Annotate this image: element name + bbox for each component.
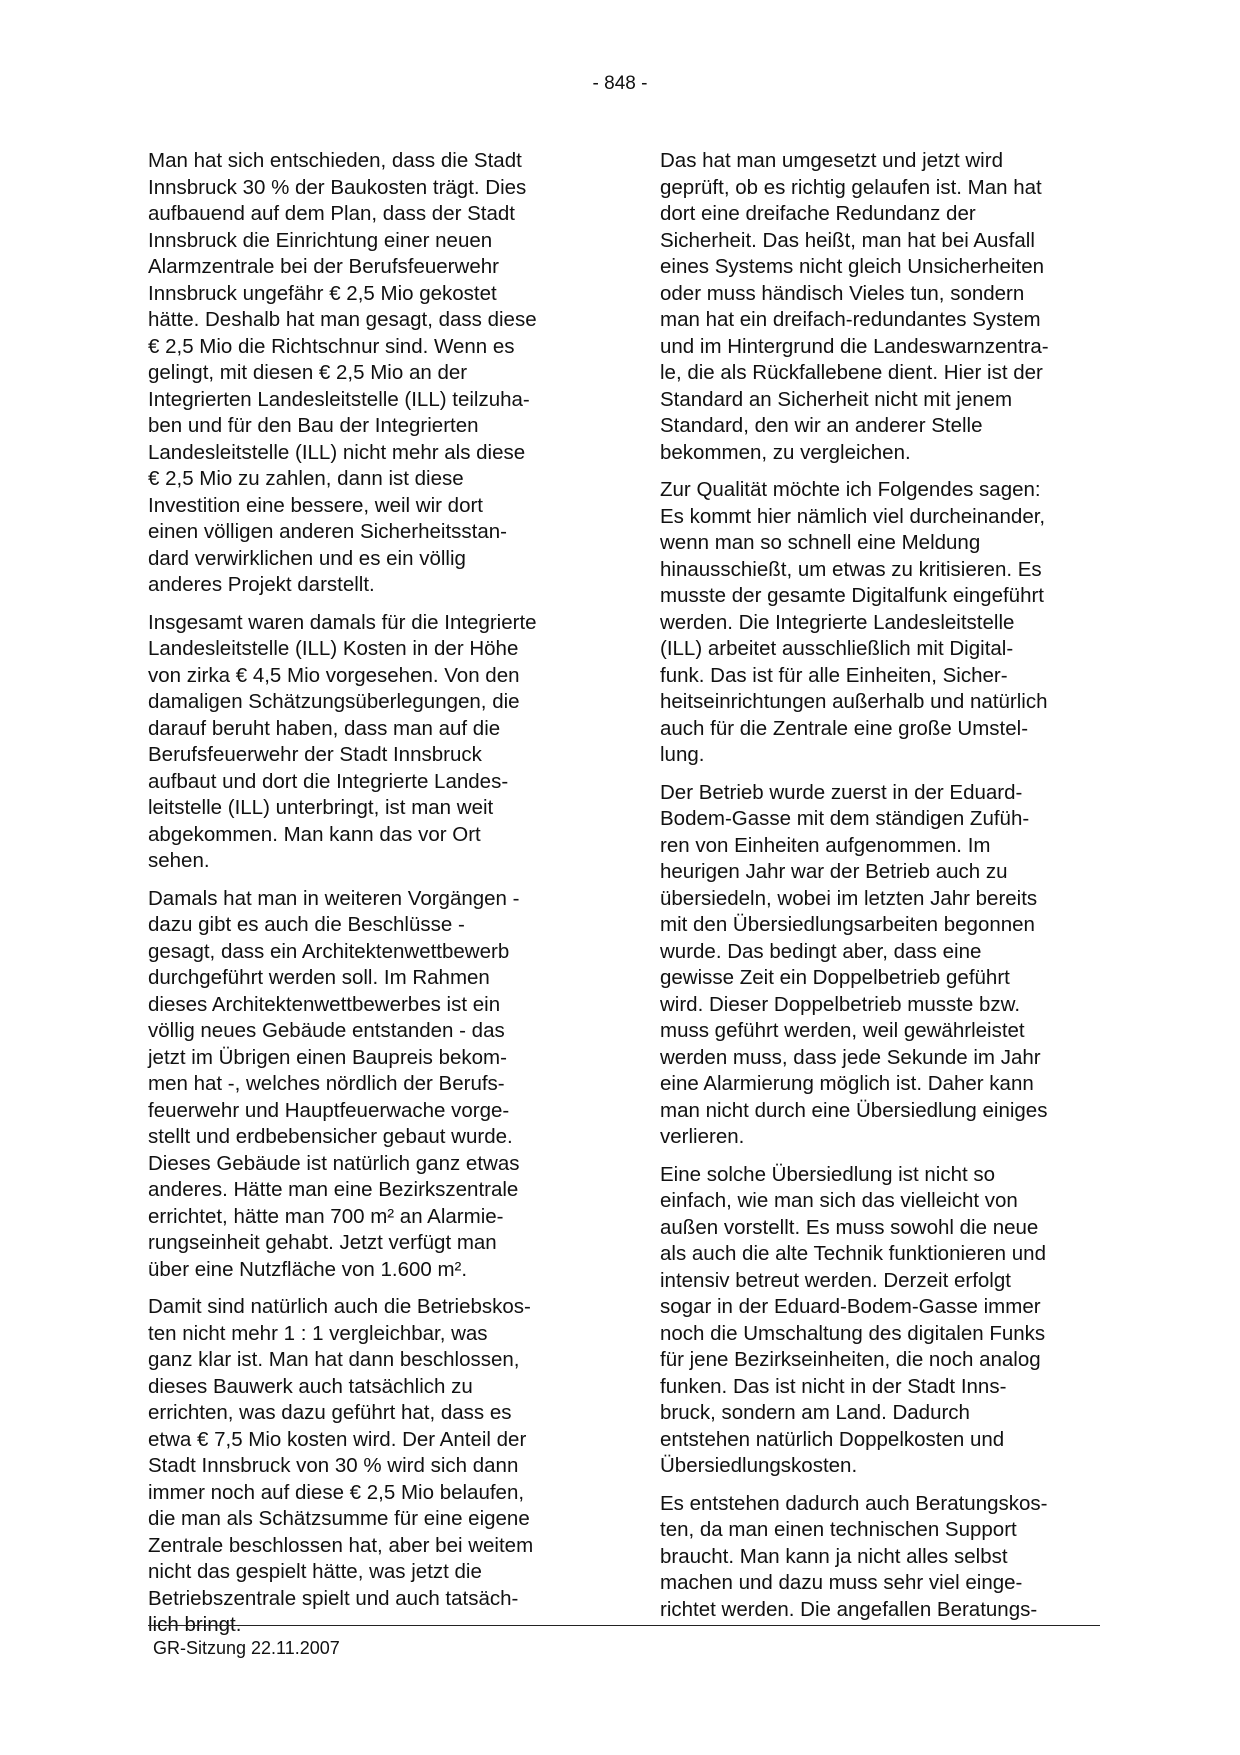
text-line: Investition eine bessere, weil wir dort — [148, 493, 483, 517]
text-line: rungseinheit gehabt. Jetzt verfügt man — [148, 1231, 497, 1254]
text-line: ten, da man einen technischen Support — [660, 1518, 1017, 1541]
text-line: wurde. Das bedingt aber, dass eine — [660, 939, 982, 963]
text-line: man hat ein dreifach-redundantes System — [660, 308, 1041, 331]
text-line: oder muss händisch Vieles tun, sondern — [660, 281, 1025, 305]
text-line: Dieses Gebäude ist natürlich ganz etwas — [148, 1151, 520, 1175]
text-line: gelingt, mit diesen € 2,5 Mio an der — [148, 361, 468, 384]
text-line: dieses Architektenwettbewerbes ist ein — [148, 992, 501, 1016]
text-line: man nicht durch eine Übersiedlung einiges — [660, 1098, 1048, 1122]
text-line: sogar in der Eduard-Bodem-Gasse immer — [660, 1295, 1041, 1318]
text-line: Es entstehen dadurch auch Beratungskos- — [660, 1491, 1048, 1515]
text-line: anderes Projekt darstellt. — [148, 573, 375, 596]
text-line: damaligen Schätzungsüberlegungen, die — [148, 690, 520, 713]
text-line: wird. Dieser Doppelbetrieb musste bzw. — [660, 992, 1021, 1016]
text-line: werden. Die Integrierte Landesleitstelle — [660, 610, 1015, 634]
paragraph — [660, 1491, 1100, 1624]
text-line: als auch die alte Technik funktionieren und — [660, 1242, 1046, 1265]
text-line: etwa € 7,5 Mio kosten wird. Der Anteil der — [148, 1427, 527, 1451]
text-line: lich bringt. — [148, 1613, 242, 1636]
text-line: musste der gesamte Digitalfunk eingeführt — [660, 584, 1045, 607]
text-line: ten nicht mehr 1 : 1 vergleichbar, was — [148, 1321, 488, 1345]
text-line: Der Betrieb wurde zuerst in der Eduard- — [660, 780, 1023, 804]
text-line: dard verwirklichen und es ein völlig — [148, 546, 466, 570]
text-line: Sicherheit. Das heißt, man hat bei Ausfall — [660, 228, 1035, 252]
text-line: von zirka € 4,5 Mio vorgesehen. Von den — [148, 663, 520, 687]
text-line: leitstelle (ILL) unterbringt, ist man weit — [148, 796, 494, 819]
text-line: und im Hintergrund die Landeswarnzentra- — [660, 334, 1049, 358]
text-line: mit den Übersiedlungsarbeiten begonnen — [660, 913, 1035, 936]
text-line: aufbauend auf dem Plan, dass der Stadt — [148, 202, 515, 225]
text-line: muss geführt werden, weil gewährleistet — [660, 1019, 1025, 1042]
text-line: eine Alarmierung möglich ist. Daher kann — [660, 1072, 1034, 1095]
text-line: Eine solche Übersiedlung ist nicht so — [660, 1162, 996, 1186]
text-line: Zentrale beschlossen hat, aber bei weitem — [148, 1533, 534, 1557]
text-line: völlig neues Gebäude entstanden - das — [148, 1019, 505, 1042]
text-line: hätte. Deshalb hat man gesagt, dass diese — [148, 308, 537, 331]
text-line: Standard an Sicherheit nicht mit jenem — [660, 387, 1013, 411]
text-line: für jene Bezirkseinheiten, die noch analog — [660, 1348, 1041, 1371]
text-line: Übersiedlungskosten. — [660, 1454, 858, 1477]
text-line: sehen. — [148, 849, 210, 872]
text-line: ganz klar ist. Man hat dann beschlossen, — [148, 1348, 520, 1371]
text-line: machen und dazu muss sehr viel einge- — [660, 1571, 1023, 1594]
text-line: Standard, den wir an anderer Stelle — [660, 414, 983, 437]
text-line: Alarmzentrale bei der Berufsfeuerwehr — [148, 255, 499, 278]
paragraph — [148, 148, 588, 599]
text-line: außen vorstellt. Es muss sowohl die neue — [660, 1215, 1039, 1239]
text-line: Es kommt hier nämlich viel durcheinander, — [660, 504, 1046, 528]
text-line: Stadt Innsbruck von 30 % wird sich dann — [148, 1454, 519, 1477]
text-line: dieses Bauwerk auch tatsächlich zu — [148, 1374, 473, 1398]
paragraph — [660, 477, 1100, 769]
text-line: Landesleitstelle (ILL) Kosten in der Höhe — [148, 637, 519, 660]
text-line: Landesleitstelle (ILL) nicht mehr als diese — [148, 440, 526, 464]
text-line: immer noch auf diese € 2,5 Mio belaufen, — [148, 1480, 525, 1504]
text-line: Betriebszentrale spielt und auch tatsäch- — [148, 1586, 519, 1610]
text-line: werden muss, dass jede Sekunde im Jahr — [660, 1045, 1041, 1069]
text-line: bekommen, zu vergleichen. — [660, 440, 911, 464]
text-line: dazu gibt es auch die Beschlüsse - — [148, 913, 465, 936]
text-line: Innsbruck die Einrichtung einer neuen — [148, 228, 493, 252]
text-line: intensiv betreut werden. Derzeit erfolgt — [660, 1268, 1011, 1292]
right-column — [660, 148, 1100, 1634]
text-line: € 2,5 Mio zu zahlen, dann ist diese — [148, 467, 464, 490]
text-line: einen völligen anderen Sicherheitsstan- — [148, 520, 507, 543]
text-line: Damit sind natürlich auch die Betriebskos- — [148, 1295, 531, 1318]
paragraph — [148, 1294, 588, 1639]
text-line: entstehen natürlich Doppelkosten und — [660, 1427, 1005, 1451]
footer-session-date: GR-Sitzung 22.11.2007 — [153, 1638, 340, 1658]
paragraph — [660, 780, 1100, 1151]
paragraph — [660, 1162, 1100, 1480]
text-line: wenn man so schnell eine Meldung — [660, 531, 981, 554]
text-line: Integrierten Landesleitstelle (ILL) teilzuha- — [148, 387, 530, 411]
text-line: Zur Qualität möchte ich Folgendes sagen: — [660, 478, 1041, 501]
text-line: übersiedeln, wobei im letzten Jahr bereits — [660, 886, 1038, 910]
text-line: ben und für den Bau der Integrierten — [148, 414, 479, 437]
text-line: Innsbruck 30 % der Baukosten trägt. Dies — [148, 175, 527, 199]
text-line: funken. Das ist nicht in der Stadt Inns- — [660, 1374, 1007, 1398]
paragraph — [148, 610, 588, 875]
text-line: einfach, wie man sich das vielleicht von — [660, 1189, 1018, 1212]
text-line: nicht das gespielt hätte, was jetzt die — [148, 1560, 482, 1583]
text-line: geprüft, ob es richtig gelaufen ist. Man hat — [660, 175, 1042, 199]
text-line: funk. Das ist für alle Einheiten, Sicher- — [660, 663, 1008, 687]
text-line: heitseinrichtungen außerhalb und natürlich — [660, 690, 1048, 713]
text-line: Das hat man umgesetzt und jetzt wird — [660, 149, 1003, 172]
text-line: feuerwehr und Hauptfeuerwache vorge- — [148, 1098, 510, 1122]
text-line: über eine Nutzfläche von 1.600 m². — [148, 1257, 468, 1281]
text-line: € 2,5 Mio die Richtschnur sind. Wenn es — [148, 334, 515, 358]
text-line: heurigen Jahr war der Betrieb auch zu — [660, 860, 1008, 883]
footer-divider — [148, 1625, 1100, 1626]
text-line: dort eine dreifache Redundanz der — [660, 202, 976, 225]
text-line: darauf beruht haben, dass man auf die — [148, 716, 501, 740]
text-line: braucht. Man kann ja nicht alles selbst — [660, 1544, 1008, 1568]
text-line: richtet werden. Die angefallen Beratungs- — [660, 1597, 1038, 1621]
text-line: durchgeführt werden soll. Im Rahmen — [148, 966, 490, 989]
text-line: Man hat sich entschieden, dass die Stadt — [148, 149, 522, 172]
text-line: errichtet, hätte man 700 m² an Alarmie- — [148, 1204, 504, 1228]
text-line: stellt und erdbebensicher gebaut wurde. — [148, 1125, 513, 1148]
text-line: eines Systems nicht gleich Unsicherheiten — [660, 255, 1044, 278]
text-line: Innsbruck ungefähr € 2,5 Mio gekostet — [148, 281, 497, 305]
text-line: le, die als Rückfallebene dient. Hier ist der — [660, 361, 1043, 384]
text-line: jetzt im Übrigen einen Baupreis bekom- — [148, 1045, 507, 1069]
text-line: gesagt, dass ein Architektenwettbewerb — [148, 939, 510, 963]
text-line: verlieren. — [660, 1125, 745, 1148]
text-line: aufbaut und dort die Integrierte Landes- — [148, 769, 509, 793]
text-line: gewisse Zeit ein Doppelbetrieb geführt — [660, 966, 1010, 989]
text-line: Insgesamt waren damals für die Integrierte — [148, 610, 537, 634]
text-line: anderes. Hätte man eine Bezirkszentrale — [148, 1178, 519, 1201]
text-line: auch für die Zentrale eine große Umstel- — [660, 716, 1029, 740]
text-line: Berufsfeuerwehr der Stadt Innsbruck — [148, 743, 482, 766]
text-line: Bodem-Gasse mit dem ständigen Zufüh- — [660, 807, 1030, 830]
text-line: hinausschießt, um etwas zu kritisieren. Es — [660, 557, 1042, 581]
text-line: noch die Umschaltung des digitalen Funks — [660, 1321, 1046, 1345]
paragraph — [660, 148, 1100, 466]
paragraph — [148, 886, 588, 1284]
text-line: lung. — [660, 743, 705, 766]
text-line: men hat -, welches nördlich der Berufs- — [148, 1072, 505, 1095]
text-line: (ILL) arbeitet ausschließlich mit Digital- — [660, 637, 1014, 660]
text-line: die man als Schätzsumme für eine eigene — [148, 1507, 530, 1530]
page-number: - 848 - — [592, 73, 648, 94]
text-line: errichten, was dazu geführt hat, dass es — [148, 1401, 512, 1424]
text-line: ren von Einheiten aufgenommen. Im — [660, 833, 991, 857]
left-column — [148, 148, 588, 1650]
text-line: Damals hat man in weiteren Vorgängen - — [148, 886, 520, 910]
text-line: bruck, sondern am Land. Dadurch — [660, 1401, 970, 1424]
text-line: abgekommen. Man kann das vor Ort — [148, 822, 481, 846]
